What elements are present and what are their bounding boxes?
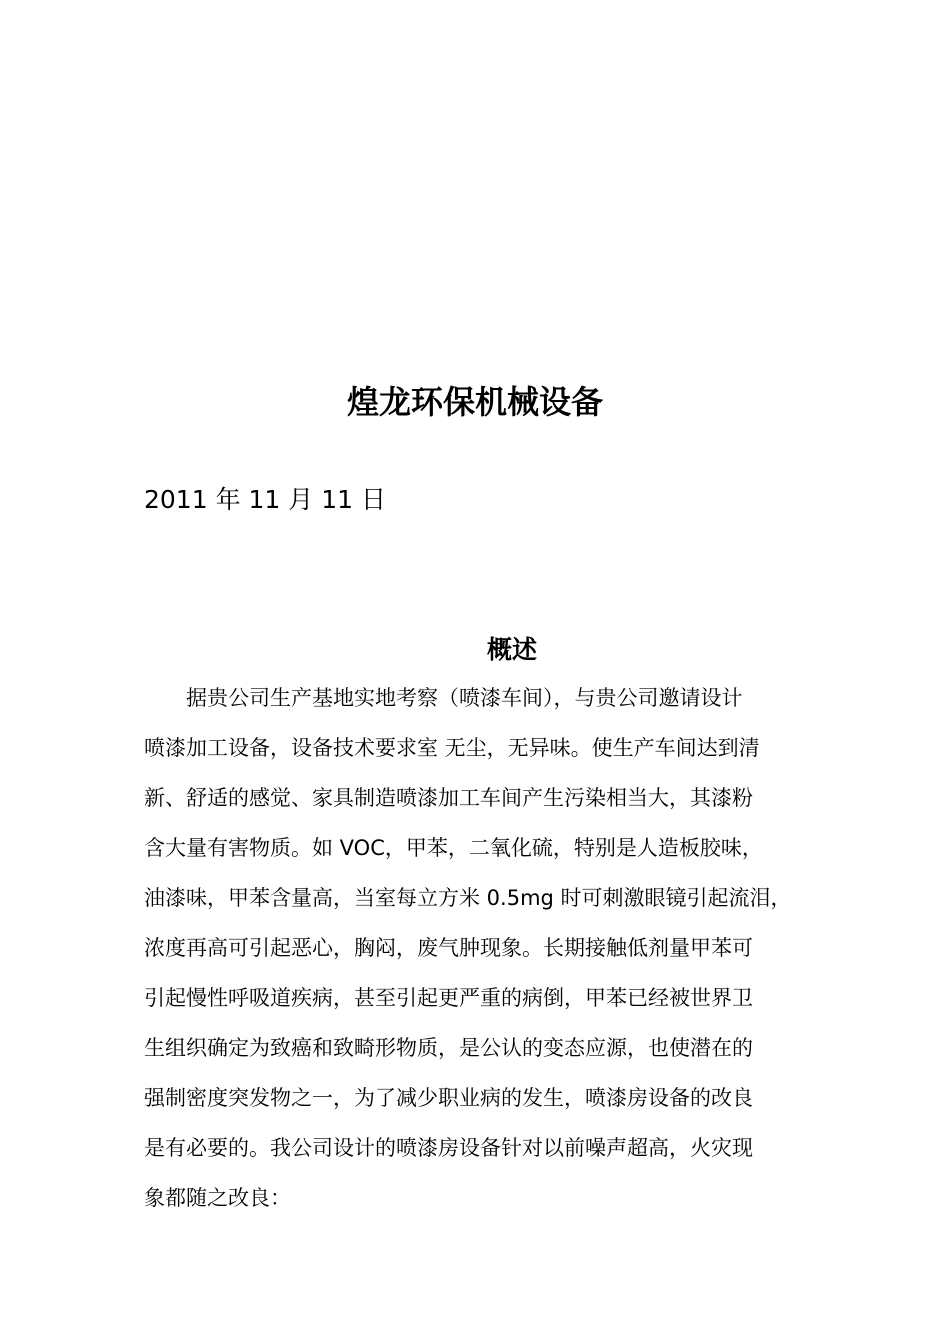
paragraph-line: 新、舒适的感觉、家具制造喷漆加工车间产生污染相当大，其漆粉	[144, 786, 753, 810]
paragraph-line: 含大量有害物质。如 VOC，甲苯，二氧化硫，特别是人造板胶味，	[144, 836, 763, 860]
paragraph-line: 是有必要的。我公司设计的喷漆房设备针对以前噪声超高，火灾现	[144, 1136, 753, 1160]
document-title: 煌龙环保机械设备	[346, 383, 603, 421]
paragraph-line: 引起慢性呼吸道疾病，甚至引起更严重的病倒，甲苯已经被世界卫	[144, 986, 753, 1010]
paragraph-line: 浓度再高可引起恶心，胸闷，废气肿现象。长期接触低剂量甲苯可	[144, 936, 753, 960]
paragraph-line: 生组织确定为致癌和致畸形物质，是公认的变态应源，也使潜在的	[144, 1036, 753, 1060]
document-date: 2011 年 11 月 11 日	[144, 485, 386, 514]
paragraph-line: 据贵公司生产基地实地考察（喷漆车间），与贵公司邀请设计	[144, 686, 743, 710]
paragraph-line: 强制密度突发物之一，为了减少职业病的发生，喷漆房设备的改良	[144, 1086, 753, 1110]
paragraph-line: 喷漆加工设备，设备技术要求室 无尘，无异味。使生产车间达到清	[144, 736, 760, 760]
paragraph-line: 油漆味，甲苯含量高，当室每立方米 0.5mg 时可刺激眼镜引起流泪，	[144, 886, 792, 910]
paragraph-line: 象都随之改良：	[144, 1186, 291, 1210]
body-paragraph	[144, 680, 824, 1230]
section-heading: 概述	[486, 635, 537, 664]
